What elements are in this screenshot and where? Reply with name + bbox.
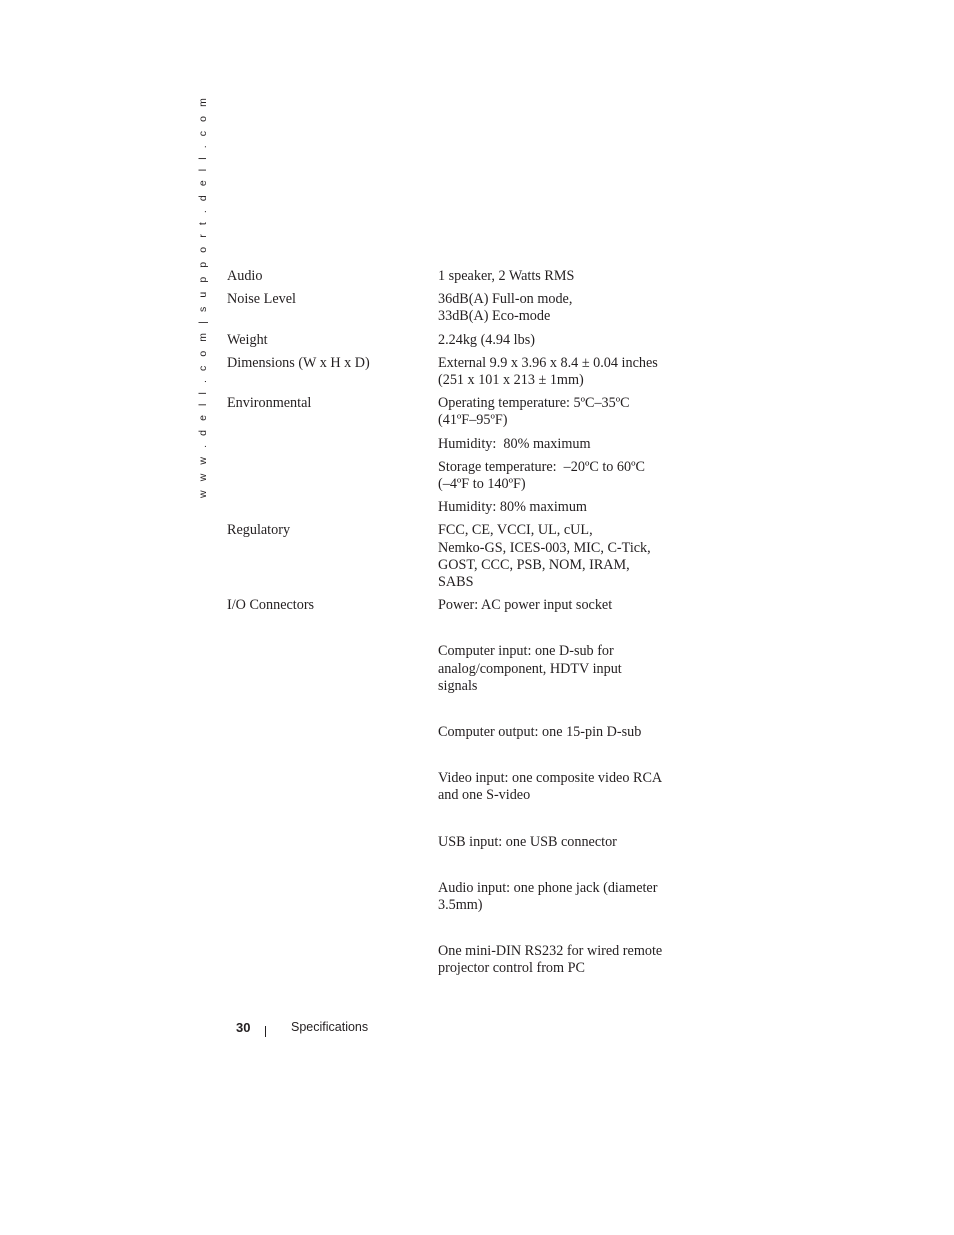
spec-label: I/O Connectors (227, 597, 315, 614)
spec-label: Audio (227, 268, 263, 284)
spec-row-audio (227, 268, 672, 291)
spec-value: USB input: one USB connector (438, 833, 617, 850)
spec-value: Storage temperature: –20ºC to 60ºC (–4ºF to 140ºF) (438, 458, 645, 493)
spec-label: Noise Level (227, 291, 296, 308)
side-url-text: w w w . d e l l . c o m | s u p p o r t . d e l l . c o m (197, 95, 209, 498)
spec-row-regulatory (227, 522, 672, 597)
spec-value: 1 speaker, 2 Watts RMS (438, 268, 575, 284)
footer-section-title: Specifications (291, 1020, 369, 1034)
spec-value: Power: AC power input socket (438, 597, 613, 614)
spec-value: Computer output: one 15-pin D-sub (438, 724, 642, 741)
spec-label: Regulatory (227, 522, 291, 539)
spec-value: Humidity: 80% maximum (438, 435, 591, 452)
spec-row-dimensions (227, 355, 672, 395)
spec-value: Audio input: one phone jack (diameter 3.5mm) (438, 879, 658, 914)
spec-value: One mini-DIN RS232 for wired remote projector control from PC (438, 943, 663, 977)
page-number: 30 (236, 1020, 251, 1035)
spec-row-weight (227, 332, 672, 355)
spec-value: Humidity: 80% maximum (438, 499, 587, 516)
spec-row-environmental (227, 395, 672, 522)
spec-label: Environmental (227, 395, 312, 412)
spec-value: Video input: one composite video RCA and one S-video (438, 770, 663, 804)
spec-table (227, 268, 672, 984)
spec-row-io-connectors (227, 597, 672, 983)
page-footer (236, 1020, 369, 1035)
spec-row-noise-level (227, 291, 672, 331)
spec-value: FCC, CE, VCCI, UL, cUL, Nemko-GS, ICES-003, MIC, C-Tick, GOST, CCC, PSB, NOM, IRAM, SABS (438, 522, 651, 591)
spec-value: External 9.9 x 3.96 x 8.4 ± 0.04 inches (251 x 101 x 213 ± 1mm) (438, 354, 658, 389)
footer-divider (265, 1026, 266, 1037)
spec-label: Dimensions (W x H x D) (227, 354, 370, 371)
spec-value: Operating temperature: 5ºC–35ºC (41ºF–95ºF) (438, 395, 630, 429)
spec-value: Computer input: one D-sub for analog/component, HDTV input signals (438, 643, 622, 694)
spec-label: Weight (227, 331, 268, 348)
spec-value: 2.24kg (4.94 lbs) (438, 331, 535, 348)
spec-value: 36dB(A) Full-on mode, 33dB(A) Eco-mode (438, 291, 573, 325)
